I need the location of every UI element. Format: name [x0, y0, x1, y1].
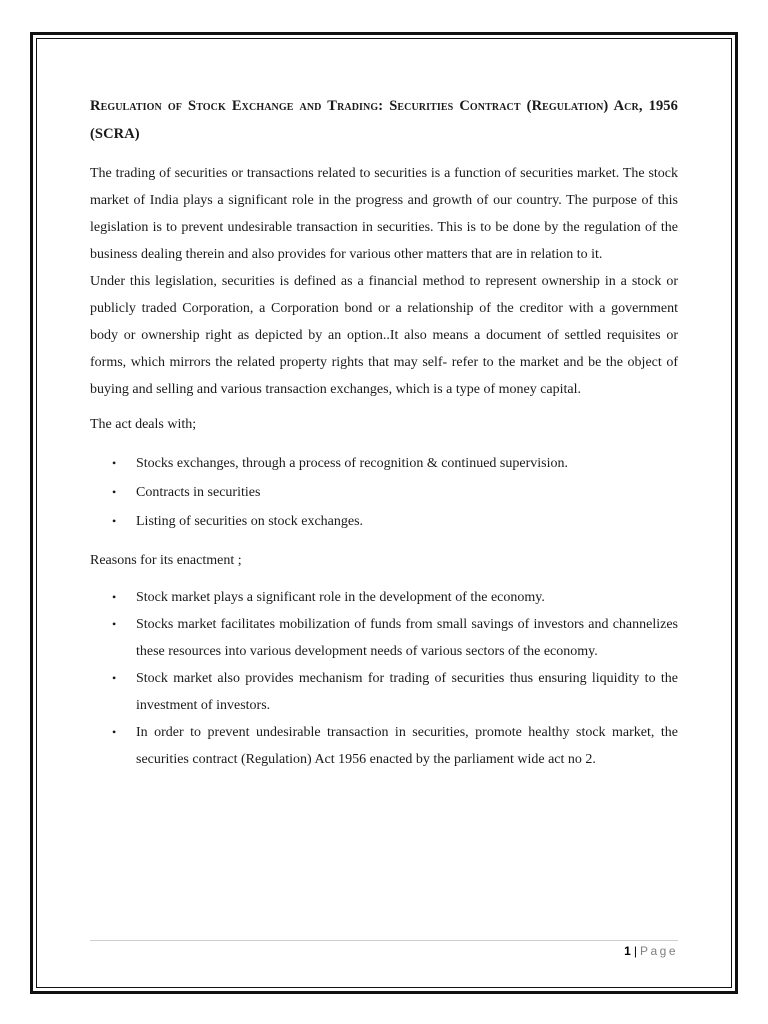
list-item-text: Stock market plays a significant role in the development of the economy. [136, 590, 545, 605]
paragraph-reasons: Reasons for its enactment ; [90, 553, 242, 568]
list-item-text: Contracts in securities [136, 485, 261, 500]
footer-separator: | [633, 944, 637, 958]
list-item-text: Stocks exchanges, through a process of recognition & continued supervision. [136, 456, 568, 471]
bullet-icon: • [112, 456, 117, 470]
list-item-text: Stocks market facilitates mobilization of funds from small savings of investors and channelizes these resources into various development needs of various sectors of the economy. [136, 617, 678, 659]
list-item-text: Listing of securities on stock exchanges. [136, 514, 364, 529]
list-item [90, 478, 678, 507]
reasons-list [90, 584, 678, 773]
bullet-icon: • [112, 514, 117, 528]
bullet-icon: • [112, 617, 117, 631]
list-item [90, 719, 678, 773]
list-item [90, 507, 678, 536]
bullet-icon: • [112, 671, 117, 685]
page-number: 1 [624, 944, 631, 958]
list-item [90, 584, 678, 611]
document-body [90, 92, 678, 773]
list-item [90, 611, 678, 665]
page-footer [624, 944, 678, 958]
bullet-icon: • [112, 485, 117, 499]
footer-divider [90, 940, 678, 941]
paragraph-definition: Under this legislation, securities is defined as a financial method to represent ownership in a stock or publicly traded Corporation, a Corporation bond or a relationship of the creditor with a government body or ownership right as depicted by an option..It also means a document of settled requisites or forms, which mirrors the related property rights that may self- refer to the market and be the object of buying and selling and various transaction exchanges, which is a type of money capital. [90, 274, 678, 397]
act-deals-with-list [90, 449, 678, 536]
bullet-icon: • [112, 590, 117, 604]
document-heading: Regulation of Stock Exchange and Trading: Securities Contract (Regulation) Acr, 1956 (SCRA) [90, 98, 678, 142]
list-item-text: Stock market also provides mechanism for trading of securities thus ensuring liquidity to the investment of investors. [136, 671, 678, 713]
paragraph-intro: The trading of securities or transactions related to securities is a function of securities market. The stock market of India plays a significant role in the progress and growth of our country. The purpose of this legislation is to prevent undesirable transaction in securities. This is to be done by the regulation of the business dealing therein and also provides for various other matters that are in relation to it. [90, 166, 678, 262]
list-item [90, 665, 678, 719]
paragraph-act-deals-with: The act deals with; [90, 417, 197, 432]
list-item-text: In order to prevent undesirable transaction in securities, promote healthy stock market, the securities contract (Regulation) Act 1956 enacted by the parliament wide act no 2. [136, 725, 678, 767]
bullet-icon: • [112, 725, 117, 739]
page-label: Page [639, 944, 678, 958]
list-item [90, 449, 678, 478]
